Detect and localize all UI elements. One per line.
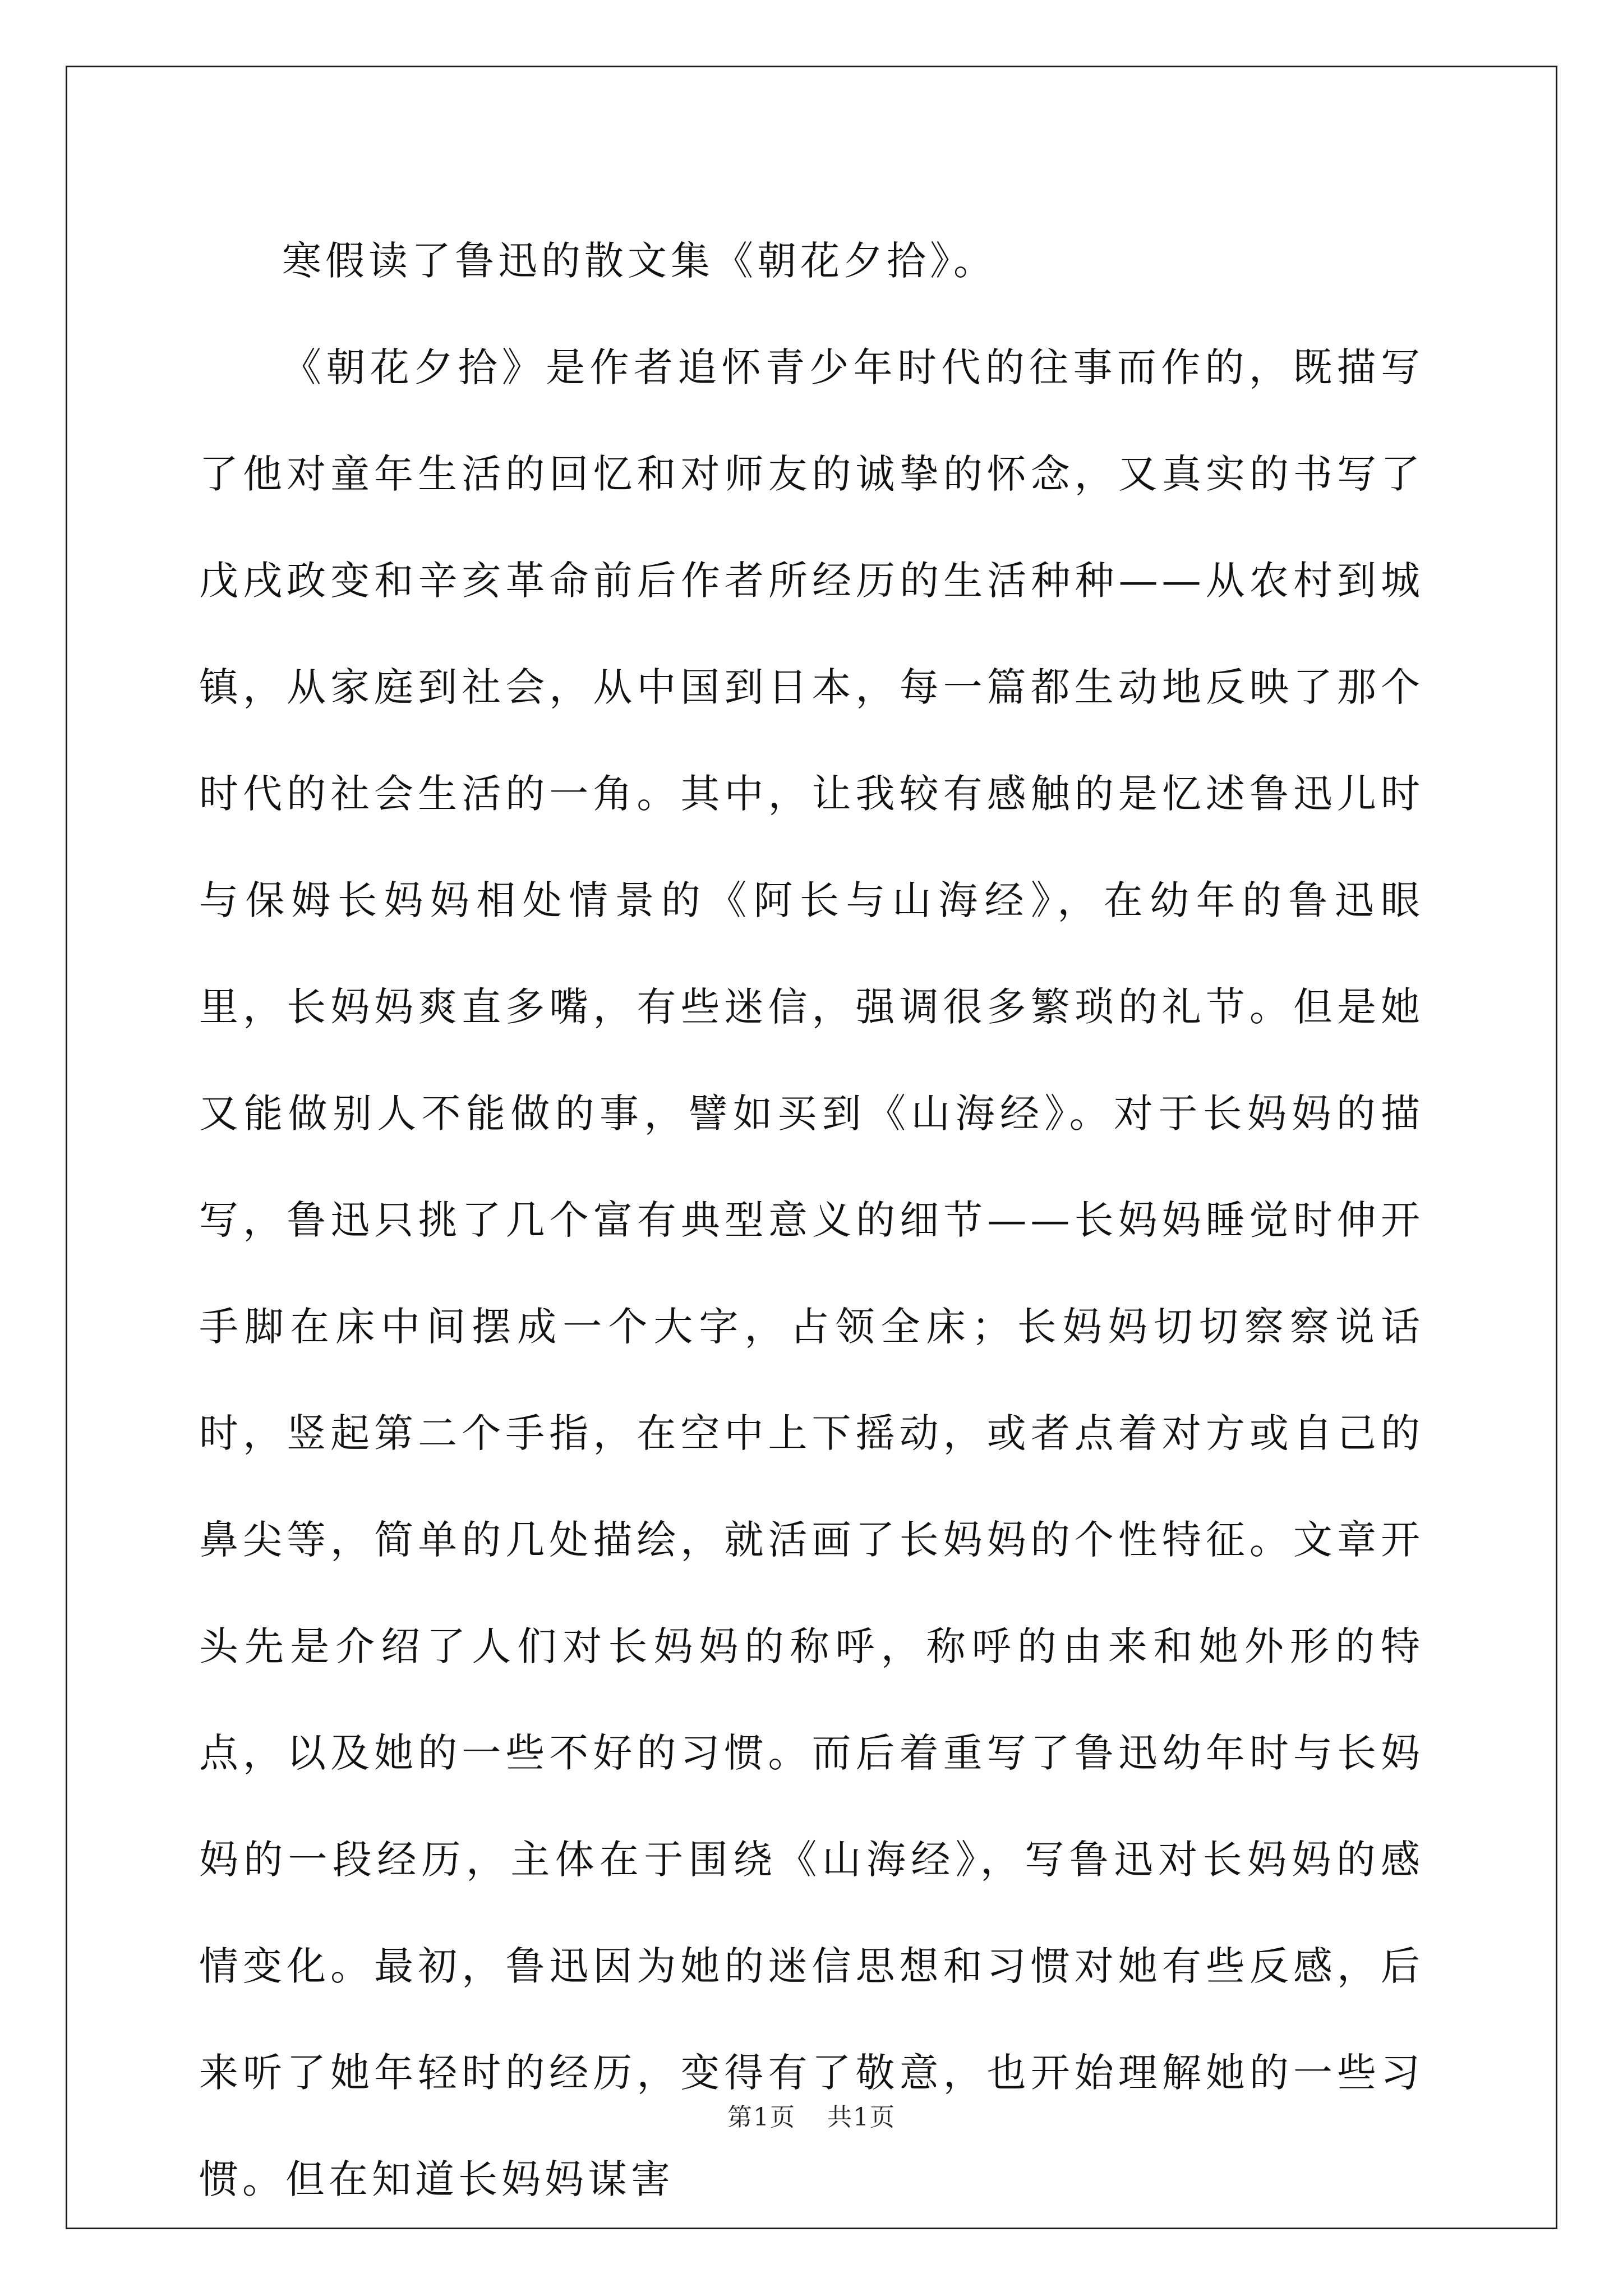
paragraph-intro: 寒假读了鲁迅的散文集《朝花夕拾》。	[282, 238, 997, 284]
document-body	[199, 208, 1424, 2233]
page-number-current: 第1页	[727, 2103, 796, 2132]
page-footer	[0, 2101, 1623, 2134]
page-number-total: 共1页	[827, 2103, 896, 2132]
paragraph-main: 《朝花夕拾》是作者追怀青少年时代的往事而作的，既描写了他对童年生活的回忆和对师友的诚挚的怀念，又真实的书写了戊戌政变和辛亥革命前后作者所经历的生活种种——从农村到城镇，从家庭到社会，从中国到日本，每一篇都生动地反映了那个时代的社会生活的一角。其中，让我较有感触的是忆述鲁迅儿时与保姆长妈妈相处情景的《阿长与山海经》，在幼年的鲁迅眼里，长妈妈爽直多嘴，有些迷信，强调很多繁琐的礼节。但是她又能做别人不能做的事，譬如买到《山海经》。对于长妈妈的描写，鲁迅只挑了几个富有典型意义的细节——长妈妈睡觉时伸开手脚在床中间摆成一个大字，占领全床；长妈妈切切察察说话时，竖起第二个手指，在空中上下摇动，或者点着对方或自己的鼻尖等，简单的几处描绘，就活画了长妈妈的个性特征。文章开头先是介绍了人们对长妈妈的称呼，称呼的由来和她外形的特点，以及她的一些不好的习惯。而后着重写了鲁迅幼年时与长妈妈的一段经历，主体在于围绕《山海经》，写鲁迅对长妈妈的感情变化。最初，鲁迅因为她的迷信思想和习惯对她有些反感，后来听了她年轻时的经历，变得有了敬意，也开始理解她的一些习惯。但在知道长妈妈谋害	[199, 344, 1424, 2202]
